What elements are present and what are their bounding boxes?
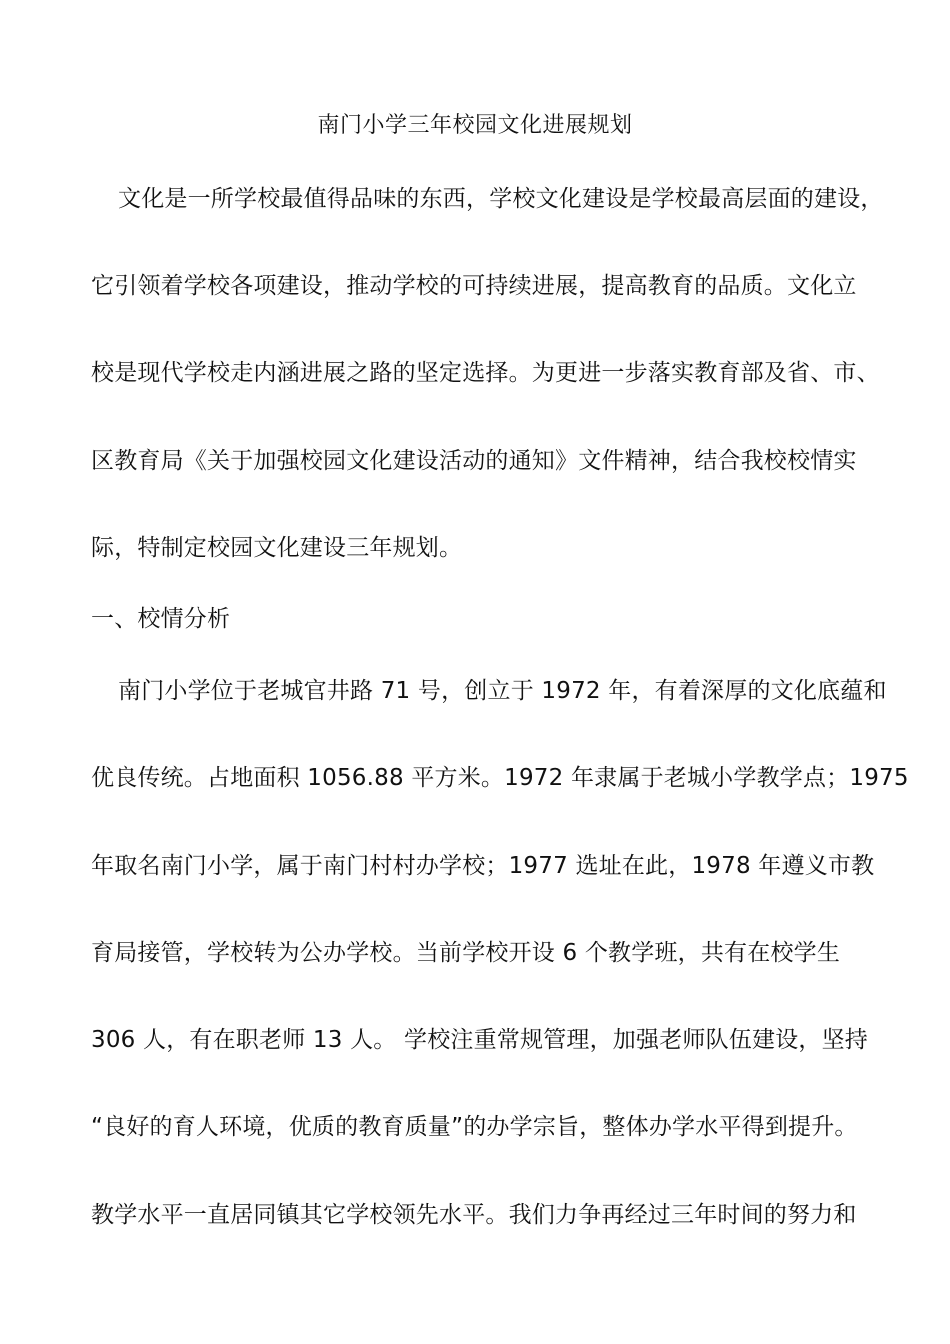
paragraph-line-8: 年取名南门小学，属于南门村村办学校；1977 选址在此，1978 年遵义市教 [91,853,875,879]
paragraph-line-9: 育局接管，学校转为公办学校。当前学校开设 6 个教学班，共有在校学生 [91,940,841,966]
paragraph-line-4: 区教育局《关于加强校园文化建设活动的通知》文件精神，结合我校校情实 [91,448,857,474]
paragraph-line-1: 文化是一所学校最值得品味的东西，学校文化建设是学校最高层面的建设， [118,186,884,212]
paragraph-line-10: 306 人，有在职老师 13 人。 学校注重常规管理，加强老师队伍建设，坚持 [91,1027,869,1053]
paragraph-line-11: “良好的育人环境，优质的教育质量”的办学宗旨，整体办学水平得到提升。 [91,1114,858,1140]
paragraph-line-12: 教学水平一直居同镇其它学校领先水平。我们力争再经过三年时间的努力和 [91,1202,857,1228]
paragraph-line-7: 优良传统。占地面积 1056.88 平方米。1972 年隶属于老城小学教学点；1975 [91,765,909,791]
paragraph-line-2: 它引领着学校各项建设，推动学校的可持续进展，提高教育的品质。文化立 [91,273,857,299]
section-heading: 一、校情分析 [91,606,231,632]
paragraph-line-3: 校是现代学校走内涵进展之路的坚定选择。为更进一步落实教育部及省、市、 [91,360,880,386]
document-title: 南门小学三年校园文化进展规划 [317,113,633,138]
paragraph-line-5: 际，特制定校园文化建设三年规划。 [91,535,463,561]
paragraph-line-6: 南门小学位于老城官井路 71 号，创立于 1972 年，有着深厚的文化底蕴和 [118,678,887,704]
